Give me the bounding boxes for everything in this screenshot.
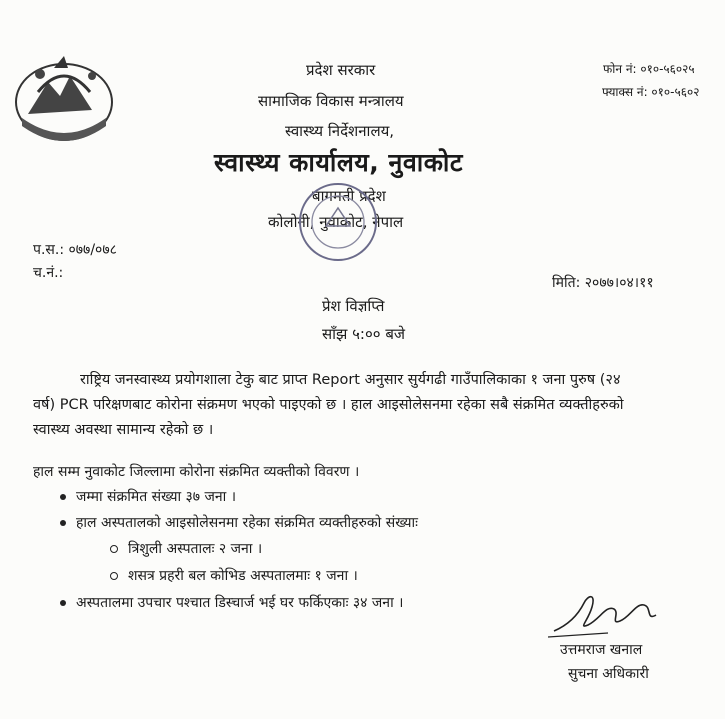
office-name: स्वास्थ्य कार्यालय, नुवाकोट xyxy=(214,148,464,177)
bullet-icon xyxy=(60,494,66,500)
dispatch-number: च.नं.: xyxy=(33,265,64,281)
reference-number: प.स.: ०७७/०७८ xyxy=(33,242,117,258)
sub-bullet-icon xyxy=(110,572,118,580)
body-line-3: स्वास्थ्य अवस्था सामान्य रहेको छ । xyxy=(33,422,214,438)
header-province: बागमती प्रदेश xyxy=(312,187,386,205)
list-item xyxy=(60,513,418,532)
list-item xyxy=(110,539,262,558)
apf-covid-hospital: शसत्र प्रहरी बल कोभिड अस्पतालमाः १ जना । xyxy=(128,568,358,584)
header-ministry-level: प्रदेश सरकार xyxy=(306,61,376,79)
trishuli-hospital: त्रिशुली अस्पतालः २ जना । xyxy=(128,541,263,557)
signatory-title: सुचना अधिकारी xyxy=(568,666,649,682)
list-item xyxy=(60,593,403,612)
bullet-icon xyxy=(60,600,66,606)
fax-number: फ्याक्स नं: ०१०-५६०२ xyxy=(602,85,700,99)
header-address: कोलोनी, नुवाकोट, नेपाल xyxy=(268,213,404,231)
isolation-count: हाल अस्पतालको आइसोलेसनमा रहेका संक्रमित व्यक्तीहरुको संख्याः xyxy=(76,515,418,531)
nepal-emblem-icon xyxy=(8,52,120,148)
body-line-2: वर्ष) PCR परिक्षणबाट कोरोना संक्रमण भएको पाइएको छ । हाल आइसोलेसनमा रहेका सबै संक्रमित व्यक्तीहरुको xyxy=(33,397,624,413)
total-infected: जम्मा संक्रमित संख्या ३७ जना । xyxy=(76,489,237,505)
signature-icon xyxy=(548,585,668,645)
notice-time: साँझ ५:०० बजे xyxy=(322,325,406,343)
header-ministry: सामाजिक विकास मन्त्रालय xyxy=(258,92,404,110)
issue-date: मिति: २०७७।०४।११ xyxy=(552,275,654,291)
list-item xyxy=(60,487,236,506)
signatory-name: उत्तमराज खनाल xyxy=(560,642,643,658)
header-directorate: स्वास्थ्य निर्देशनालय, xyxy=(285,122,395,140)
sub-bullet-icon xyxy=(110,545,118,553)
summary-intro: हाल सम्म नुवाकोट जिल्लामा कोरोना संक्रमित व्यक्तीको विवरण । xyxy=(33,464,360,480)
office-stamp-icon xyxy=(296,180,380,264)
discharged-count: अस्पतालमा उपचार पश्चात डिस्चार्ज भई घर फर्किएकाः ३४ जना । xyxy=(76,595,404,611)
body-line-1: राष्ट्रिय जनस्वास्थ्य प्रयोगशाला टेकु बाट प्राप्त Report अनुसार सुर्यगढी गाउँपालिकाका १ जना पुरुष (२४ xyxy=(80,372,621,388)
notice-title: प्रेश विज्ञप्ति xyxy=(322,297,385,315)
phone-number: फोन नं: ०१०-५६०२५ xyxy=(603,62,695,76)
list-item xyxy=(110,566,358,585)
bullet-icon xyxy=(60,520,66,526)
